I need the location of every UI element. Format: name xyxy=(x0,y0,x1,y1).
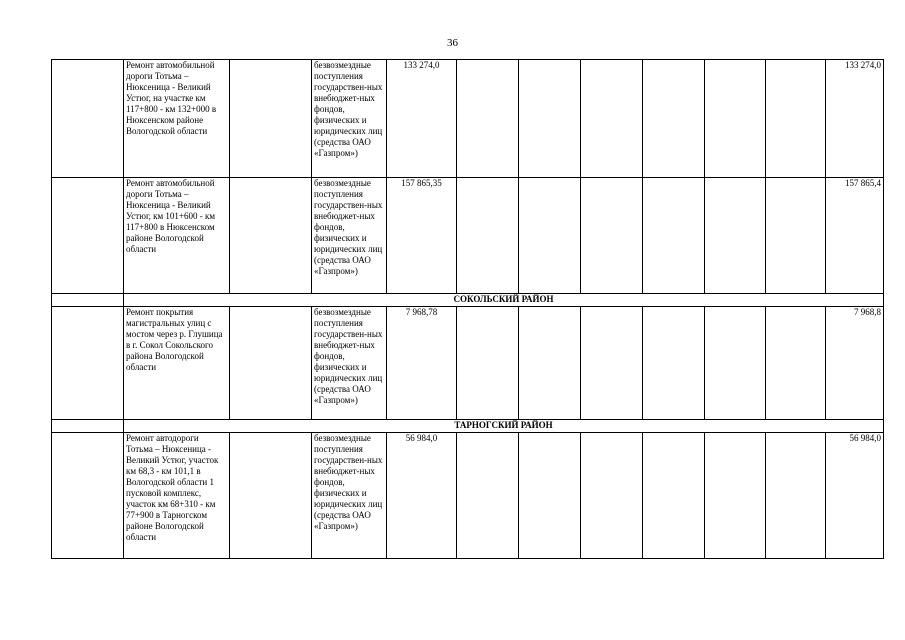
empty-cell xyxy=(643,178,705,294)
empty-cell xyxy=(643,60,705,178)
empty-cell xyxy=(766,60,826,178)
section-row xyxy=(52,294,884,307)
empty-cell xyxy=(519,307,581,420)
table-row xyxy=(52,60,884,178)
total-cell: 7 968,8 xyxy=(826,307,884,420)
amount-cell: 133 274,0 xyxy=(387,60,457,178)
table-row xyxy=(52,307,884,420)
empty-cell xyxy=(581,60,643,178)
empty-cell xyxy=(52,433,124,559)
total-cell: 133 274,0 xyxy=(826,60,884,178)
section-heading-sokol: СОКОЛЬСКИЙ РАЙОН xyxy=(124,294,884,307)
section-heading-tarnoga: ТАРНОГСКИЙ РАЙОН xyxy=(124,420,884,433)
funding-source: безвозмездные поступления государствен-ных внебюджет-ных фондов, физических и юридических лиц (средства ОАО «Газпром») xyxy=(312,433,387,559)
table-row xyxy=(52,178,884,294)
work-description: Ремонт покрытия магистральных улиц с мостом через р. Глушица в г. Сокол Сокольского района Вологодской области xyxy=(124,307,230,420)
funding-source: безвозмездные поступления государствен-ных внебюджет-ных фондов, физических и юридических лиц (средства ОАО «Газпром») xyxy=(312,60,387,178)
empty-cell xyxy=(52,420,124,433)
financing-table xyxy=(51,59,884,559)
empty-cell xyxy=(705,60,766,178)
empty-cell xyxy=(581,433,643,559)
empty-cell xyxy=(52,178,124,294)
table-row xyxy=(52,433,884,559)
empty-cell xyxy=(457,60,519,178)
empty-cell xyxy=(581,307,643,420)
empty-cell xyxy=(643,433,705,559)
page-number: 36 xyxy=(447,37,458,49)
empty-cell xyxy=(52,307,124,420)
empty-cell xyxy=(705,307,766,420)
empty-cell xyxy=(230,433,312,559)
empty-cell xyxy=(766,433,826,559)
work-description: Ремонт автодороги Тотьма – Нюксеница - Великий Устюг, участок км 68,3 - км 101,1 в Вологодской области 1 пусковой комплекс, участок км 68+310 - км 77+900 в Тарногском районе Вологодской области xyxy=(124,433,230,559)
empty-cell xyxy=(705,433,766,559)
empty-cell xyxy=(766,178,826,294)
work-description: Ремонт автомобильной дороги Тотьма – Нюксеница - Великий Устюг, км 101+600 - км 117+800 в Нюксенском районе Вологодской области xyxy=(124,178,230,294)
empty-cell xyxy=(457,178,519,294)
empty-cell xyxy=(457,433,519,559)
work-description: Ремонт автомобильной дороги Тотьма – Нюксеница - Великий Устюг, на участке км 117+800 - км 132+000 в Нюксенском районе Вологодской области xyxy=(124,60,230,178)
funding-source: безвозмездные поступления государствен-ных внебюджет-ных фондов, физических и юридических лиц (средства ОАО «Газпром») xyxy=(312,178,387,294)
empty-cell xyxy=(519,178,581,294)
funding-source: безвозмездные поступления государствен-ных внебюджет-ных фондов, физических и юридических лиц (средства ОАО «Газпром») xyxy=(312,307,387,420)
empty-cell xyxy=(52,294,124,307)
amount-cell: 56 984,0 xyxy=(387,433,457,559)
empty-cell xyxy=(230,307,312,420)
amount-cell: 7 968,78 xyxy=(387,307,457,420)
empty-cell xyxy=(52,60,124,178)
empty-cell xyxy=(230,60,312,178)
empty-cell xyxy=(766,307,826,420)
empty-cell xyxy=(705,178,766,294)
empty-cell xyxy=(643,307,705,420)
empty-cell xyxy=(519,60,581,178)
empty-cell xyxy=(457,307,519,420)
empty-cell xyxy=(230,178,312,294)
total-cell: 56 984,0 xyxy=(826,433,884,559)
section-row xyxy=(52,420,884,433)
amount-cell: 157 865,35 xyxy=(387,178,457,294)
empty-cell xyxy=(581,178,643,294)
empty-cell xyxy=(519,433,581,559)
total-cell: 157 865,4 xyxy=(826,178,884,294)
